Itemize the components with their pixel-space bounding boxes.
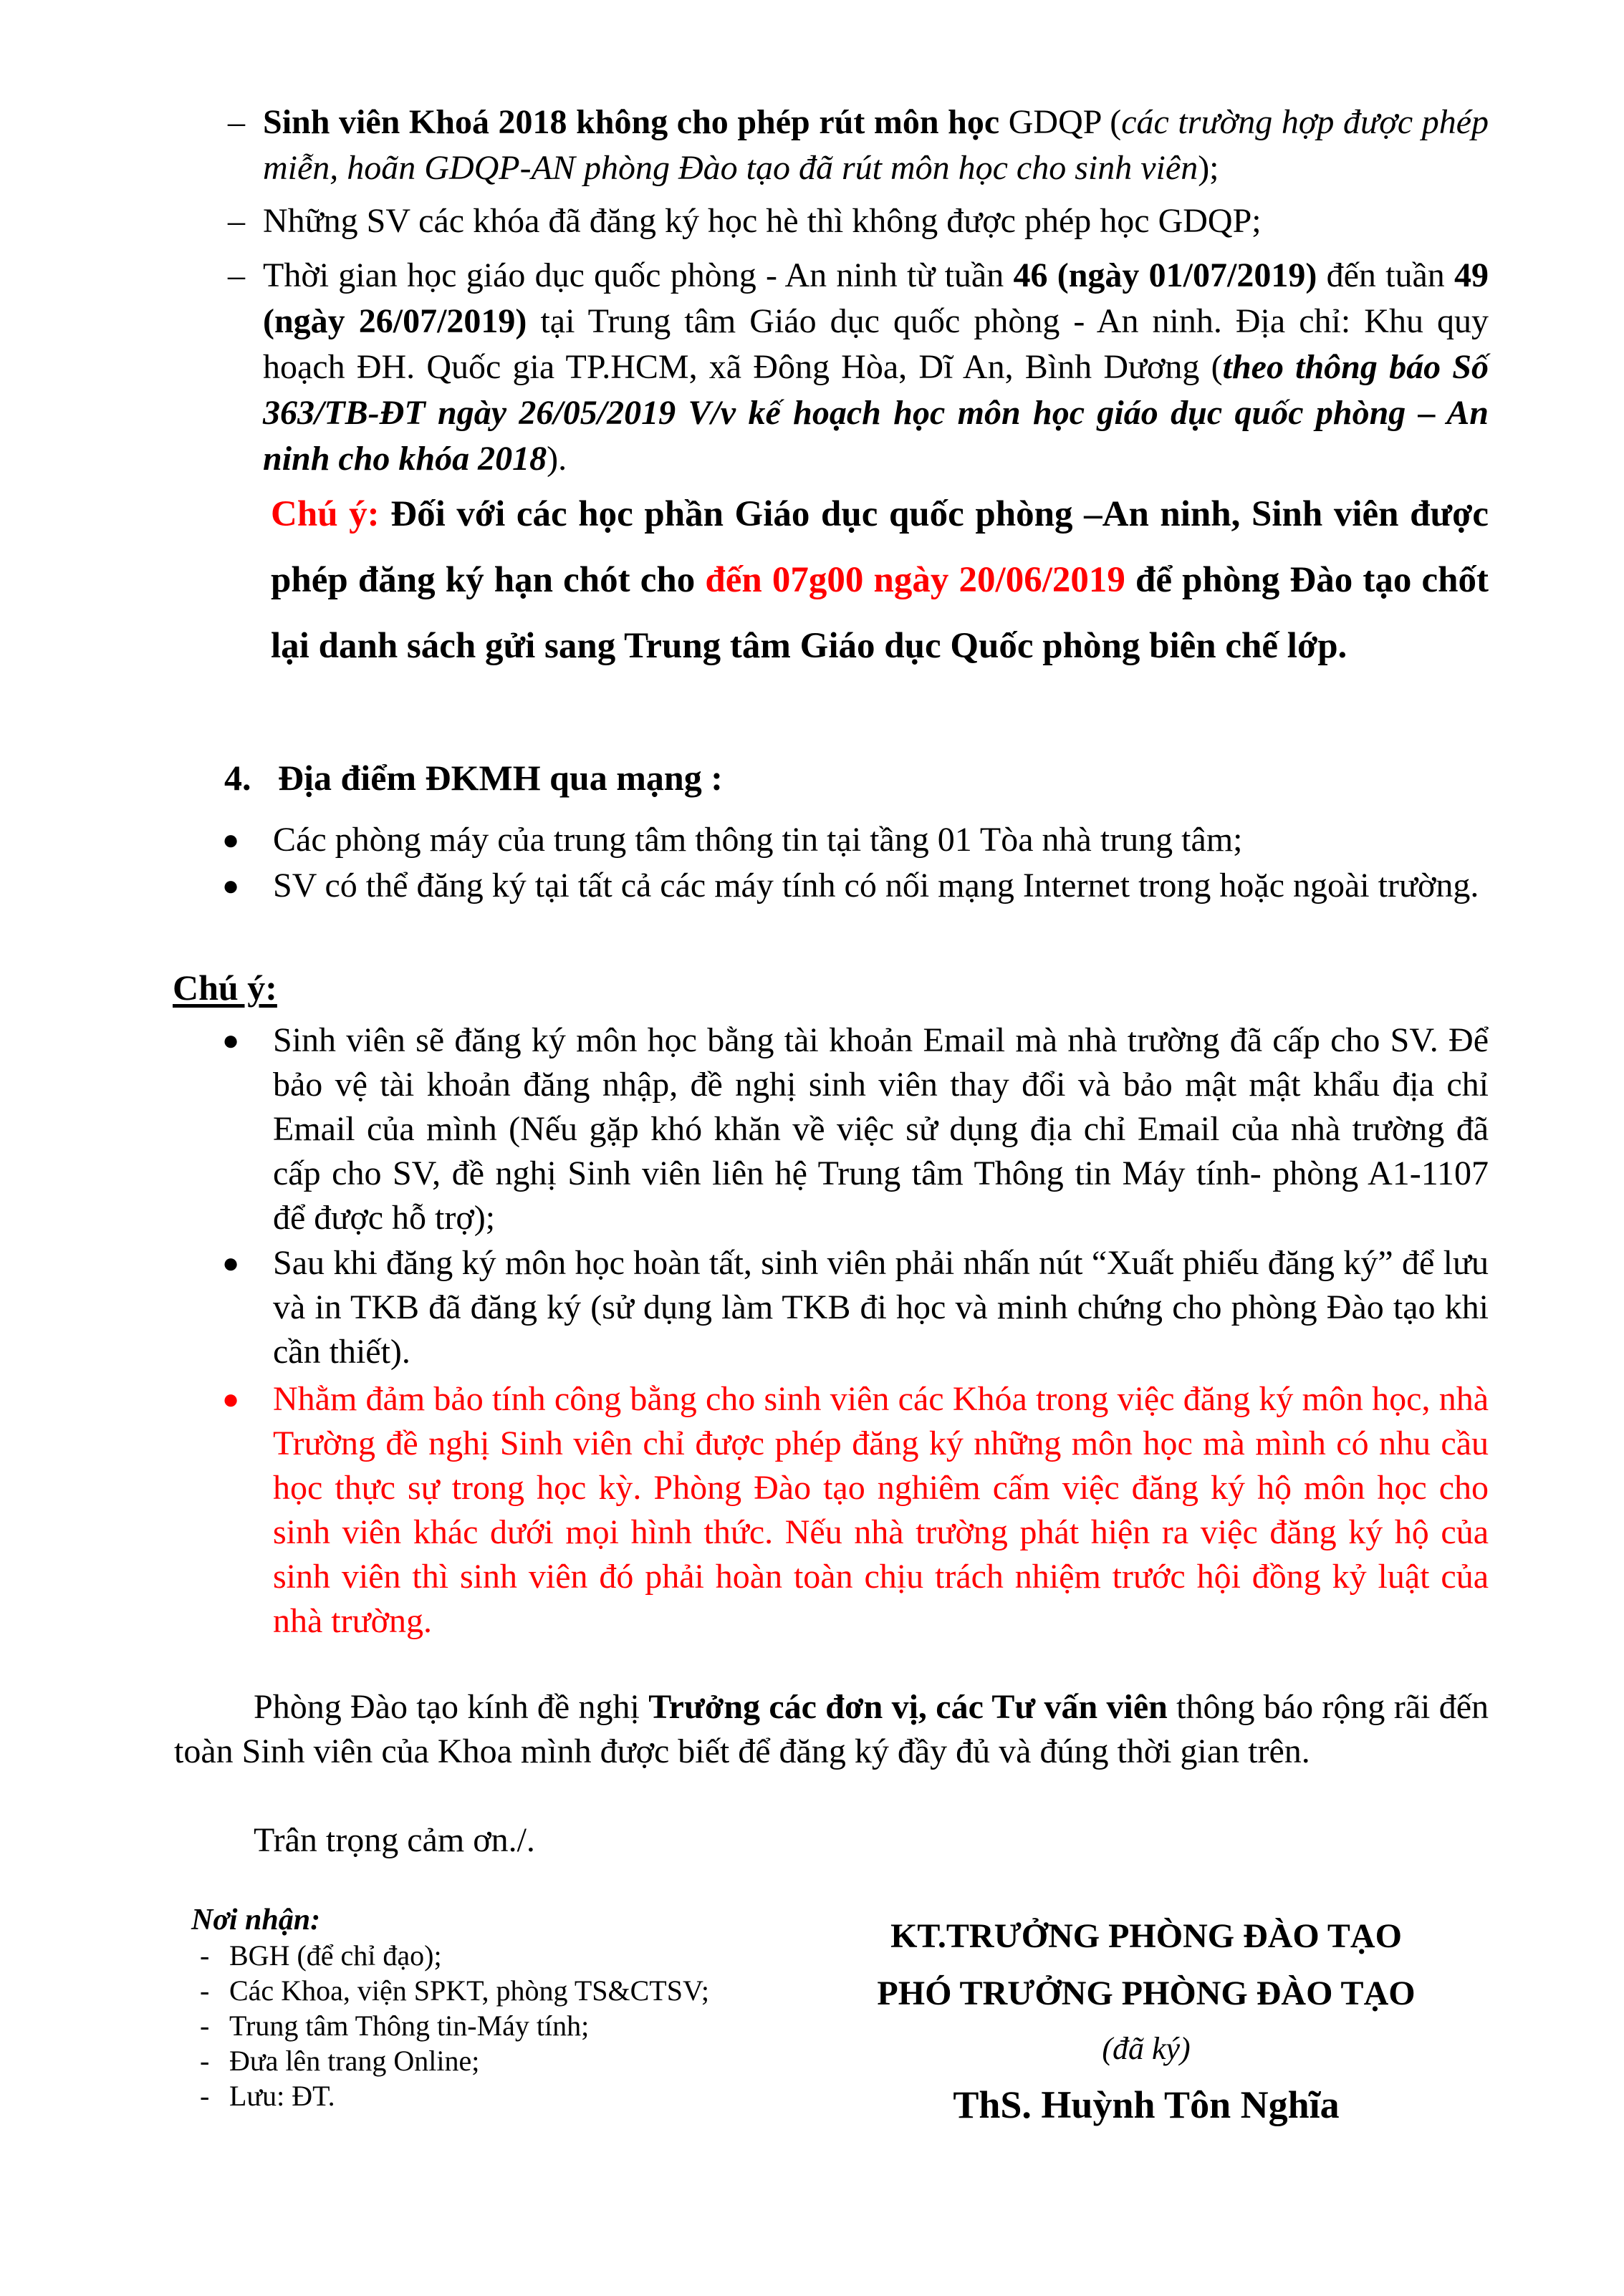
text-run: ). xyxy=(547,440,567,478)
closing-bold: Trưởng các đơn vị, các Tư vấn viên xyxy=(648,1688,1168,1726)
text-bold: 46 (ngày 01/07/2019) xyxy=(1013,256,1317,294)
recipient-text: Các Khoa, viện SPKT, phòng TS&CTSV; xyxy=(229,1974,709,2007)
text-bold: 49 (ngày 26/07/2019) xyxy=(263,256,1489,340)
dash-item-khoa-2018 xyxy=(228,100,1489,191)
text-run: đến tuần xyxy=(1317,256,1455,294)
dash-item-text xyxy=(263,100,1489,191)
text-run: Thời gian học giáo dục quốc phòng - An ninh từ tuần xyxy=(263,256,1014,294)
dash-marker: - xyxy=(200,1974,210,2007)
dash-marker: – xyxy=(228,256,245,294)
location-item-text: SV có thể đăng ký tại tất cả các máy tính có nối mạng Internet trong hoặc ngoài trường. xyxy=(273,867,1479,905)
closing-text: Phòng Đào tạo kính đề nghị xyxy=(254,1688,649,1726)
location-item xyxy=(222,818,1489,862)
deadline-text: đến 07g00 ngày 20/06/2019 xyxy=(705,560,1125,600)
recipients-title: Nơi nhận: xyxy=(191,1904,321,1936)
dash-item-text xyxy=(263,253,1489,482)
recipient-text: Lưu: ĐT. xyxy=(229,2080,335,2112)
note-item-text: Sau khi đăng ký môn học hoàn tất, sinh viên phải nhấn nút “Xuất phiếu đăng ký” để lưu và in TKB đã đăng ký (sử dụng làm TKB đi học và minh chứng cho phòng Đào tạo khi cần thiết). xyxy=(273,1244,1489,1371)
location-item-text: Các phòng máy của trung tâm thông tin tại tầng 01 Tòa nhà trung tâm; xyxy=(273,821,1243,859)
text-bold-italic: theo thông báo Số 363/TB-ĐT ngày 26/05/2019 V/v kế hoạch học môn học giáo dục quốc phòng – An ninh cho khóa 2018 xyxy=(263,348,1489,478)
note-item-text: Sinh viên sẽ đăng ký môn học bằng tài khoản Email mà nhà trường đã cấp cho SV. Để bảo vệ tài khoản đăng nhập, đề nghị sinh viên thay đổi và bảo mật mật khẩu địa chỉ Email của mình (Nếu gặp khó khăn về việc sử dụng địa chỉ Email của nhà trường đã cấp cho SV, đề nghị Sinh viên liên hệ Trung tâm Thông tin Máy tính- phòng A1-1107 để được hỗ trợ); xyxy=(273,1021,1489,1237)
text-run: ); xyxy=(1198,149,1219,187)
signer-title-2: PHÓ TRƯỞNG PHÒNG ĐÀO TẠO xyxy=(877,1974,1416,2012)
note-item-text: Nhằm đảm bảo tính công bằng cho sinh viên các Khóa trong việc đăng ký môn học, nhà Trường đề nghị Sinh viên chỉ được phép đăng ký những môn học mà mình có nhu cầu học thực sự trong học kỳ. Phòng Đào tạo nghiêm cấm việc đăng ký hộ môn học cho sinh viên khác dưới mọi hình thức. Nếu nhà trường phát hiện ra việc đăng ký hộ của sinh viên thì sinh viên đó phải hoàn toàn chịu trách nhiệm trước hội đồng kỷ luật của nhà trường. xyxy=(273,1380,1489,1640)
recipient-item xyxy=(191,1973,709,2008)
signature-block xyxy=(824,1908,1469,2134)
notes-heading: Chú ý: xyxy=(173,968,277,1008)
dash-marker: – xyxy=(228,103,245,141)
signer-name: ThS. Huỳnh Tôn Nghĩa xyxy=(953,2083,1340,2126)
thanks-line xyxy=(174,1818,1489,1863)
closing-text: thông báo rộng rãi đến toàn Sinh viên của Khoa mình được biết để đăng ký đầy đủ và đúng thời gian trên. xyxy=(174,1688,1489,1770)
recipient-text: Đưa lên trang Online; xyxy=(229,2045,480,2077)
section-number: 4. xyxy=(224,758,251,798)
text-run: Những SV các khóa đã đăng ký học hè thì không được phép học GDQP; xyxy=(263,202,1262,240)
section-title: Địa điểm ĐKMH qua mạng : xyxy=(278,758,723,798)
bullet-icon: ● xyxy=(222,1247,240,1279)
closing-paragraph xyxy=(174,1685,1489,1774)
text-run: GDQP ( xyxy=(999,103,1122,141)
dash-marker: - xyxy=(200,2010,210,2042)
bullet-icon: ● xyxy=(222,1383,240,1415)
dash-marker: - xyxy=(200,2080,210,2112)
recipients-block xyxy=(191,1903,709,2113)
recipient-item xyxy=(191,2008,709,2043)
text-run: tại Trung tâm Giáo dục quốc phòng - An ninh. Địa chỉ: Khu quy hoạch ĐH. Quốc gia TP.HCM, xã Đông Hòa, Dĩ An, Bình Dương ( xyxy=(263,302,1489,386)
recipient-text: BGH (để chỉ đạo); xyxy=(229,1939,442,1972)
note-text: Đối với các học phần Giáo dục quốc phòng –An ninh, Sinh viên được phép đăng ký hạn chót cho xyxy=(271,494,1489,600)
text-bold: Sinh viên Khoá 2018 không cho phép rút môn học xyxy=(263,103,1000,141)
dash-marker: - xyxy=(200,1939,210,1972)
text-italic: các trường hợp được phép miễn, hoãn GDQP-AN phòng Đào tạo đã rút môn học cho sinh viên xyxy=(263,103,1489,187)
recipient-item xyxy=(191,2078,709,2113)
recipient-text: Trung tâm Thông tin-Máy tính; xyxy=(229,2010,590,2042)
dash-item-schedule xyxy=(228,253,1489,482)
note-item xyxy=(222,1018,1489,1240)
gdqp-deadline-note xyxy=(271,481,1489,679)
note-item xyxy=(222,1241,1489,1374)
bullet-icon: ● xyxy=(222,824,240,856)
note-label: Chú ý: xyxy=(271,494,380,534)
recipient-item xyxy=(191,1938,709,1973)
bullet-icon: ● xyxy=(222,1024,240,1056)
location-item xyxy=(222,864,1489,908)
note-text: để phòng Đào tạo chốt lại danh sách gửi sang Trung tâm Giáo dục Quốc phòng biên chế lớp. xyxy=(271,560,1489,666)
dash-item-summer xyxy=(228,198,1489,244)
signed-note: (đã ký) xyxy=(1102,2031,1191,2066)
dash-marker: - xyxy=(200,2045,210,2077)
recipient-item xyxy=(191,2043,709,2078)
dash-item-text xyxy=(263,198,1489,244)
dash-marker: – xyxy=(228,202,245,240)
signer-title-1: KT.TRƯỞNG PHÒNG ĐÀO TẠO xyxy=(890,1917,1402,1955)
thanks-text: Trân trọng cảm ơn./. xyxy=(254,1821,535,1859)
bullet-icon: ● xyxy=(222,869,240,902)
note-item-warning xyxy=(222,1377,1489,1644)
section-4-heading xyxy=(224,755,723,801)
